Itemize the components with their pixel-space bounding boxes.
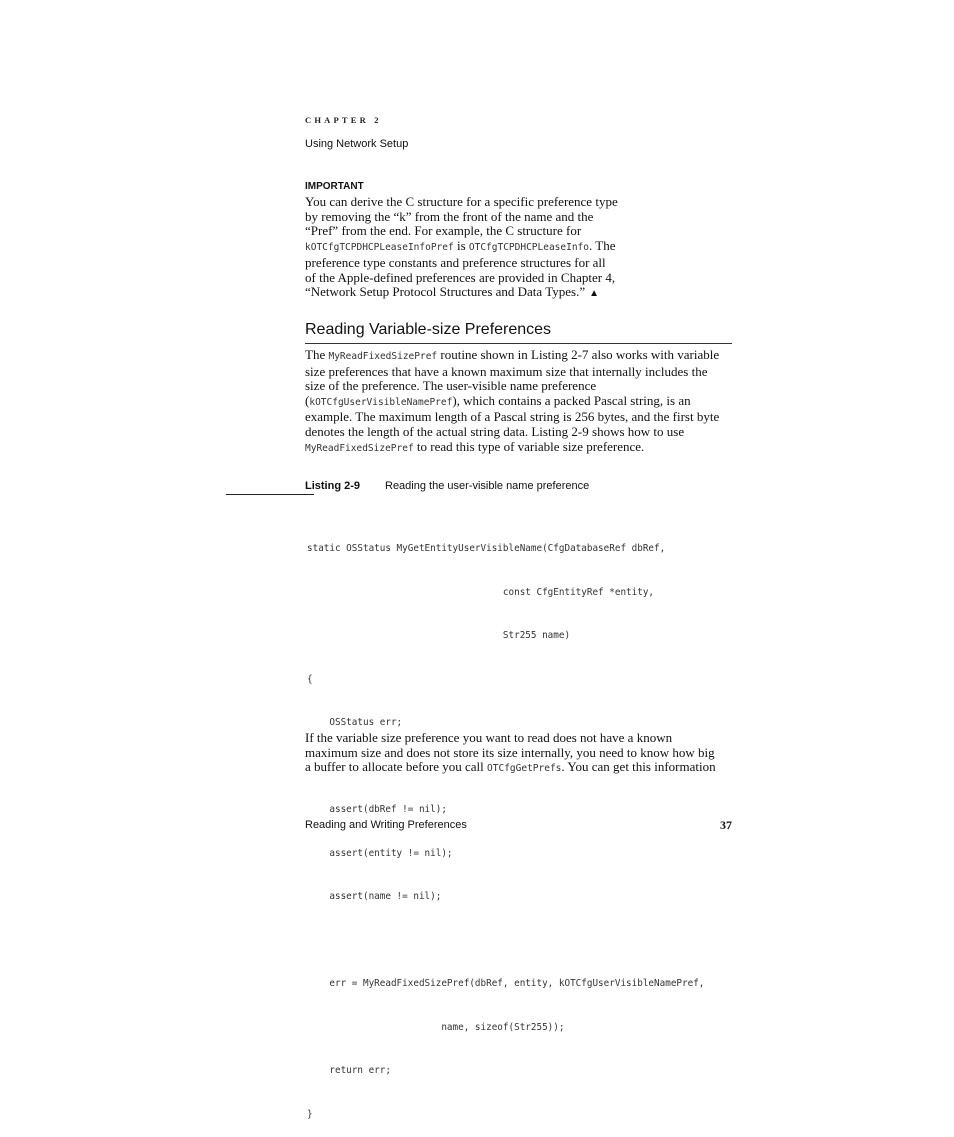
paragraph-line	[305, 440, 735, 457]
important-line: You can derive the C structure for a specific preference type	[305, 194, 618, 209]
code-line: }	[307, 1108, 313, 1120]
paragraph-line: If the variable size preference you want to read does not have a known	[305, 730, 673, 745]
code-line: err = MyReadFixedSizePref(dbRef, entity, kOTCfgUserVisibleNamePref,	[307, 978, 705, 989]
important-line	[305, 285, 635, 302]
code-line: name, sizeof(Str255));	[307, 1021, 565, 1033]
footer-title: Reading and Writing Preferences	[305, 819, 467, 831]
code-line: assert(entity != nil);	[307, 847, 453, 859]
important-line: preference type constants and preference structures for all	[305, 254, 606, 270]
section-title: Reading Variable-size Preferences	[305, 321, 552, 338]
code-line: {	[307, 673, 313, 685]
code-line: const CfgEntityRef *entity,	[307, 586, 655, 598]
important-line: of the Apple-defined preferences are provided in Chapter 4,	[305, 269, 616, 285]
inline-code: OTCfgTCPDHCPLeaseInfo	[468, 242, 589, 254]
inline-code: OTCfgGetPrefs	[487, 763, 562, 775]
code-line: Str255 name)	[307, 630, 571, 641]
paragraph-line	[305, 760, 735, 777]
paragraph-line: example. The maximum length of a Pascal string is 256 bytes, and the first byte	[305, 409, 720, 425]
code-line	[307, 934, 704, 949]
inline-text: The	[305, 347, 329, 362]
inline-text: . The	[589, 238, 616, 254]
important-line: “Pref” from the end. For example, the C structure for	[305, 223, 582, 239]
inline-code: MyReadFixedSizePref	[305, 442, 414, 454]
code-line: assert(dbRef != nil);	[307, 804, 447, 815]
inline-text: ), which contains a packed Pascal string, is an	[452, 392, 691, 408]
inline-text: is	[453, 238, 469, 254]
important-line: by removing the “k” from the front of the name and the	[305, 208, 594, 224]
paragraph-line: denotes the length of the actual string data. Listing 2-9 shows how to use	[305, 423, 685, 439]
paragraph-line: size of the preference. The user-visible name preference	[305, 378, 597, 394]
paragraph-line: maximum size and does not store its size internally, you need to know how big	[305, 744, 715, 760]
paragraph-line: size preferences that have a known maximum size that internally includes the	[305, 363, 708, 379]
listing-divider	[226, 494, 314, 495]
inline-text: routine shown in Listing 2-7 also works with variable	[437, 347, 720, 362]
paragraph-line	[305, 348, 735, 365]
code-line: static OSStatus MyGetEntityUserVisibleName(CfgDatabaseRef dbRef,	[307, 543, 666, 554]
page-number: 37	[720, 818, 732, 832]
important-line	[305, 239, 635, 256]
code-line: assert(name != nil);	[307, 891, 442, 902]
inline-code: kOTCfgUserVisibleNamePref	[309, 396, 453, 408]
listing-title: Reading the user-visible name preference	[385, 480, 590, 492]
inline-text: (	[305, 392, 310, 408]
inline-text: “Network Setup Protocol Structures and Data Types.”	[305, 284, 586, 300]
listing-caption	[305, 480, 589, 492]
inline-code: MyReadFixedSizePref	[328, 351, 438, 362]
chapter-label: CHAPTER 2	[305, 115, 382, 125]
end-mark-icon: ▲	[589, 288, 599, 300]
code-line: OSStatus err;	[307, 717, 403, 728]
closing-paragraph	[305, 731, 735, 777]
inline-text: . You can get this information	[561, 759, 716, 775]
inline-text: a buffer to allocate before you call	[305, 759, 488, 775]
listing-number: Listing 2-9	[305, 480, 361, 492]
inline-code: kOTCfgTCPDHCPLeaseInfoPref	[305, 242, 454, 254]
section-divider	[305, 343, 732, 344]
important-note	[305, 195, 635, 302]
important-label: IMPORTANT	[305, 181, 364, 192]
inline-text: to read this type of variable size preference.	[413, 438, 645, 454]
running-head: Using Network Setup	[305, 138, 409, 150]
code-line: return err;	[307, 1065, 391, 1076]
paragraph-line	[305, 394, 735, 411]
section-paragraph	[305, 348, 735, 456]
